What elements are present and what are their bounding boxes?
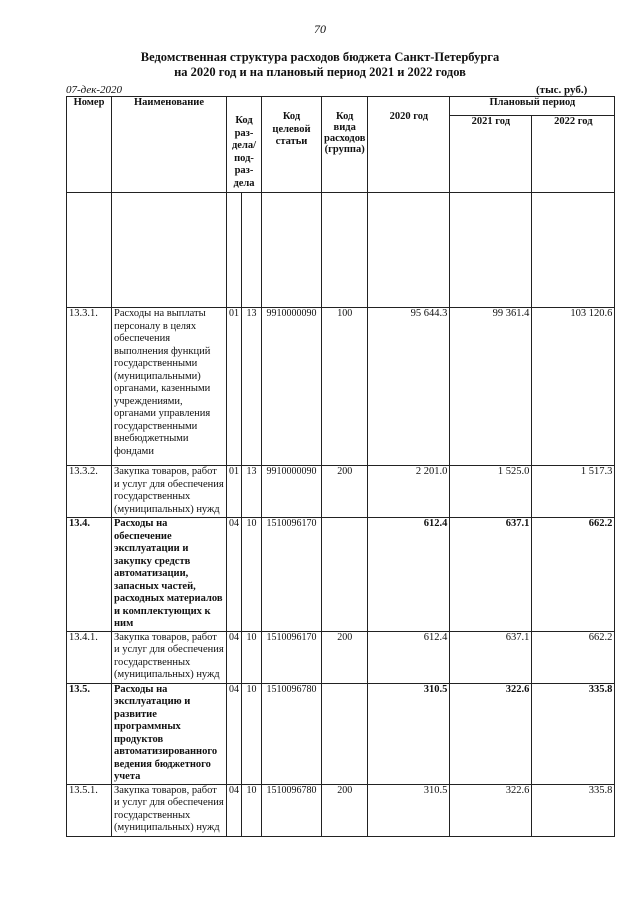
row-subsection: 10 [242,518,262,632]
row-2020: 2 201.0 [368,466,450,518]
header-2022: 2022 год [532,116,615,193]
row-2021: 99 361.4 [450,308,532,466]
table-row [67,784,615,836]
title-line-2: на 2020 год и на плановый период 2021 и 2022 годов [174,65,466,79]
row-section: 04 [227,784,242,836]
table-row [67,631,615,683]
page-number: 70 [314,22,326,36]
row-subsection: 10 [242,784,262,836]
row-name: Расходы на эксплуатацию и развитие программных продуктов автоматизированного ведения бюджетного учета [112,683,227,784]
row-target: 1510096170 [262,518,322,632]
row-subsection: 13 [242,466,262,518]
row-number: 13.4. [67,518,112,632]
row-2022: 1 517.3 [532,466,615,518]
row-2020: 612.4 [368,518,450,632]
row-target: 1510096780 [262,784,322,836]
row-section: 04 [227,683,242,784]
header-number: Номер [67,97,112,193]
row-2022: 335.8 [532,784,615,836]
header-2020: 2020 год [368,97,450,193]
table-spacer [67,193,615,308]
budget-table [66,96,615,837]
row-number: 13.4.1. [67,631,112,683]
row-2020: 310.5 [368,784,450,836]
row-target: 9910000090 [262,308,322,466]
row-section: 04 [227,631,242,683]
row-target: 1510096170 [262,631,322,683]
row-2021: 637.1 [450,518,532,632]
header-2021: 2021 год [450,116,532,193]
table-row [67,466,615,518]
row-kind: 200 [322,466,368,518]
row-section: 01 [227,466,242,518]
title-line-1: Ведомственная структура расходов бюджета Санкт-Петербурга [140,50,500,64]
row-target: 9910000090 [262,466,322,518]
row-kind: 200 [322,631,368,683]
row-subsection: 10 [242,683,262,784]
row-number: 13.3.2. [67,466,112,518]
row-name: Закупка товаров, работ и услуг для обеспечения государственных (муниципальных) нужд [112,466,227,518]
row-2021: 637.1 [450,631,532,683]
row-name: Закупка товаров, работ и услуг для обеспечения государственных (муниципальных) нужд [112,631,227,683]
row-subsection: 13 [242,308,262,466]
row-target: 1510096780 [262,683,322,784]
row-2021: 1 525.0 [450,466,532,518]
header-name: Наименование [112,97,227,193]
row-name: Расходы на выплаты персоналу в целях обеспечения выполнения функций государственными (муниципальными) органами, казенными учреждениями, органами управления государственными внебюджетными фондами [112,308,227,466]
row-2020: 95 644.3 [368,308,450,466]
row-number: 13.5.1. [67,784,112,836]
header-planned-period: Плановый период [450,97,615,116]
header-section: Код раз- дела/ под- раз- дела [227,97,262,193]
row-name: Расходы на обеспечение эксплуатации и закупку средств автоматизации, запасных частей, расходных материалов и комплектующих к ним [112,518,227,632]
row-section: 04 [227,518,242,632]
row-kind [322,683,368,784]
row-kind: 200 [322,784,368,836]
row-2022: 335.8 [532,683,615,784]
row-name: Закупка товаров, работ и услуг для обеспечения государственных (муниципальных) нужд [112,784,227,836]
document-title [0,50,640,80]
row-kind [322,518,368,632]
row-subsection: 10 [242,631,262,683]
units-label: (тыс. руб.) [536,84,588,96]
row-2020: 612.4 [368,631,450,683]
table-row [67,683,615,784]
document-date: 07-дек-2020 [66,84,123,96]
header-target: Код целевой статьи [262,97,322,193]
header-kind: Код вида расходов (группа) [322,97,368,193]
row-2022: 662.2 [532,518,615,632]
row-2021: 322.6 [450,683,532,784]
table-row [67,518,615,632]
row-number: 13.3.1. [67,308,112,466]
row-2021: 322.6 [450,784,532,836]
row-section: 01 [227,308,242,466]
table-row [67,308,615,466]
row-number: 13.5. [67,683,112,784]
row-2022: 103 120.6 [532,308,615,466]
row-kind: 100 [322,308,368,466]
row-2022: 662.2 [532,631,615,683]
row-2020: 310.5 [368,683,450,784]
